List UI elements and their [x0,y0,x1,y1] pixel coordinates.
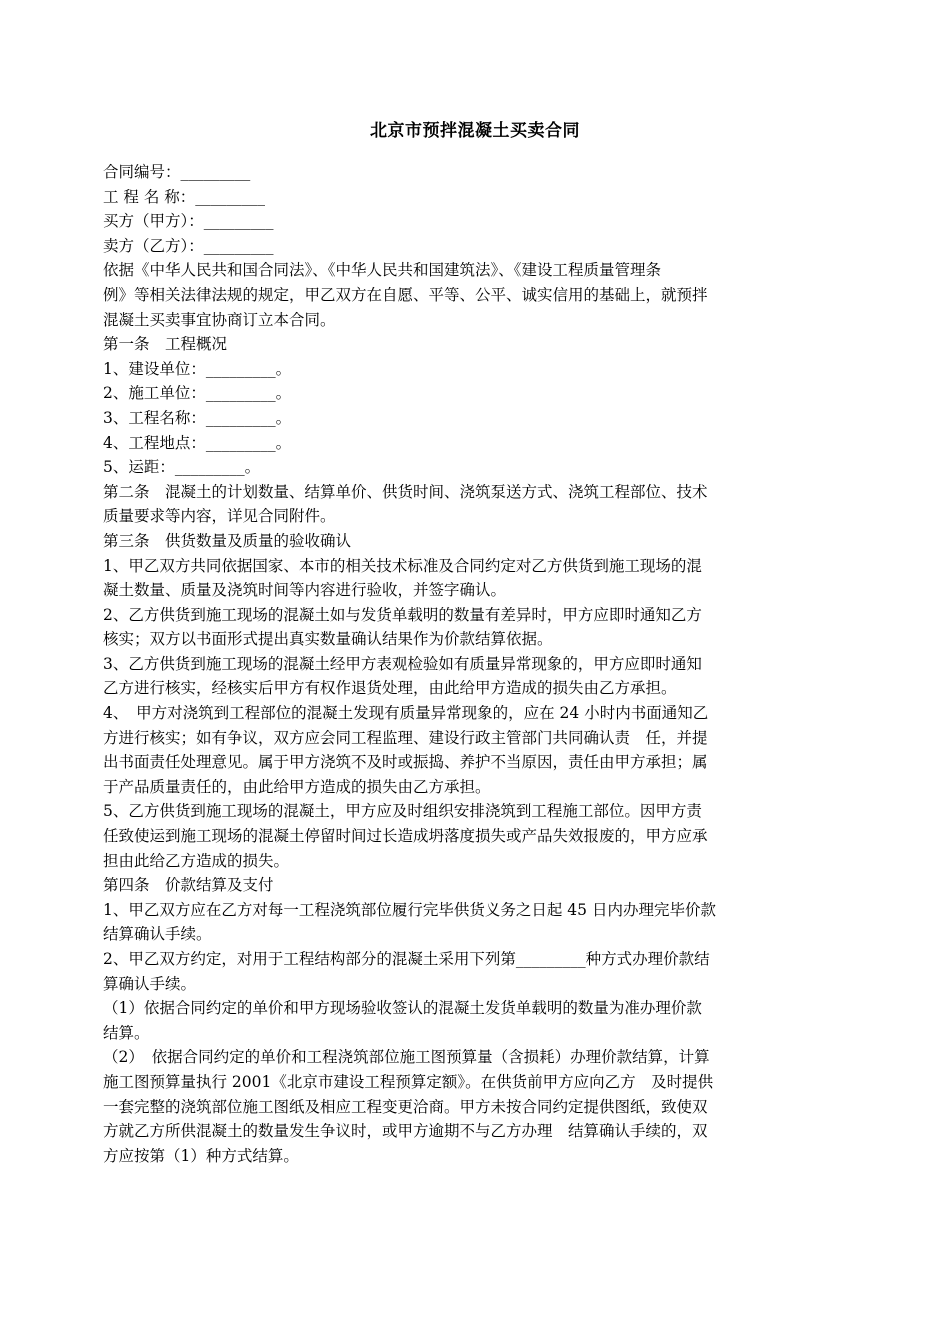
text-line: 买方（甲方）：_________ [103,212,274,231]
text-line: 3、乙方供货到施工现场的混凝土经甲方表观检验如有质量异常现象的，甲方应即时通知 [103,654,702,673]
text-line: 质量要求等内容，详见合同附件。 [103,507,336,526]
text-line: 4、工程地点：_________。 [103,433,292,452]
text-line: 于产品质量责任的，由此给甲方造成的损失由乙方承担。 [103,777,491,796]
text-line: 施工图预算量执行 2001《北京市建设工程预算定额》。在供货前甲方应向乙方 及时提供 [103,1072,714,1091]
text-line: 担由此给乙方造成的损失。 [103,851,290,870]
text-line: 2、施工单位：_________。 [103,384,292,403]
text-line: 3、工程名称：_________。 [103,408,292,427]
text-line: 合同编号：_________ [103,163,251,181]
text-line: 5、运距：_________。 [103,458,261,477]
text-line: 4、 甲方对浇筑到工程部位的混凝土发现有质量异常现象的，应在 24 小时内书面通知乙 [103,704,709,723]
text-line: 第三条 供货数量及质量的验收确认 [103,531,352,550]
text-line: 1、甲乙双方应在乙方对每一工程浇筑部位履行完毕供货义务之日起 45 日内办理完毕价款 [103,900,716,919]
text-line: 算确认手续。 [103,974,197,993]
text-line: （2） 依据合同约定的单价和工程浇筑部位施工图预算量（含损耗）办理价款结算，计算 [103,1048,710,1067]
text-line: 混凝土买卖事宜协商订立本合同。 [103,310,336,329]
text-line: 第一条 工程概况 [103,335,228,354]
text-line: 乙方进行核实，经核实后甲方有权作退货处理，由此给甲方造成的损失由乙方承担。 [103,679,677,698]
text-line: 5、乙方供货到施工现场的混凝土，甲方应及时组织安排浇筑到工程施工部位。因甲方责 [103,802,702,821]
text-line: 1、建设单位：_________。 [103,359,292,378]
text-line: 方就乙方所供混凝土的数量发生争议时，或甲方逾期不与乙方办理 结算确认手续的，双 [103,1122,708,1141]
text-line: 卖方（乙方）：_________ [103,236,274,255]
contract-body [103,160,850,1168]
text-line: 凝土数量、质量及浇筑时间等内容进行验收，并签字确认。 [103,581,507,600]
text-line: 工 程 名 称：_________ [103,187,266,206]
document-title: 北京市预拌混凝土买卖合同 [370,121,580,141]
text-line: 例》等相关法律法规的规定，甲乙双方在自愿、平等、公平、诚实信用的基础上，就预拌 [103,285,708,304]
text-line: 方进行核实；如有争议，双方应会同工程监理、建设行政主管部门共同确认责 任，并提 [103,728,708,747]
text-line: 第四条 价款结算及支付 [103,876,274,895]
text-line: 2、乙方供货到施工现场的混凝土如与发货单载明的数量有差异时，甲方应即时通知乙方 [103,605,702,624]
text-line: 1、甲乙双方共同依据国家、本市的相关技术标准及合同约定对乙方供货到施工现场的混 [103,556,702,575]
text-line: 一套完整的浇筑部位施工图纸及相应工程变更洽商。甲方未按合同约定提供图纸，致使双 [103,1097,708,1116]
text-line: 依据《中华人民共和国合同法》、《中华人民共和国建筑法》、《建设工程质量管理条 [103,261,662,280]
text-line: 任致使运到施工现场的混凝土停留时间过长造成坍落度损失或产品失效报废的，甲方应承 [103,827,708,846]
text-line: 出书面责任处理意见。属于甲方浇筑不及时或振捣、养护不当原因，责任由甲方承担；属 [103,753,708,772]
text-line: 方应按第（1）种方式结算。 [103,1146,299,1165]
text-line: （1）依据合同约定的单价和甲方现场验收签认的混凝土发货单载明的数量为准办理价款 [103,999,702,1018]
text-line: 第二条 混凝土的计划数量、结算单价、供货时间、浇筑泵送方式、浇筑工程部位、技术 [103,482,708,501]
text-line: 结算确认手续。 [103,925,212,944]
text-line: 结算。 [103,1023,150,1042]
text-line: 核实；双方以书面形式提出真实数量确认结果作为价款结算依据。 [103,630,553,649]
text-line: 2、甲乙双方约定，对用于工程结构部分的混凝土采用下列第_________种方式办理价款结 [103,950,710,968]
